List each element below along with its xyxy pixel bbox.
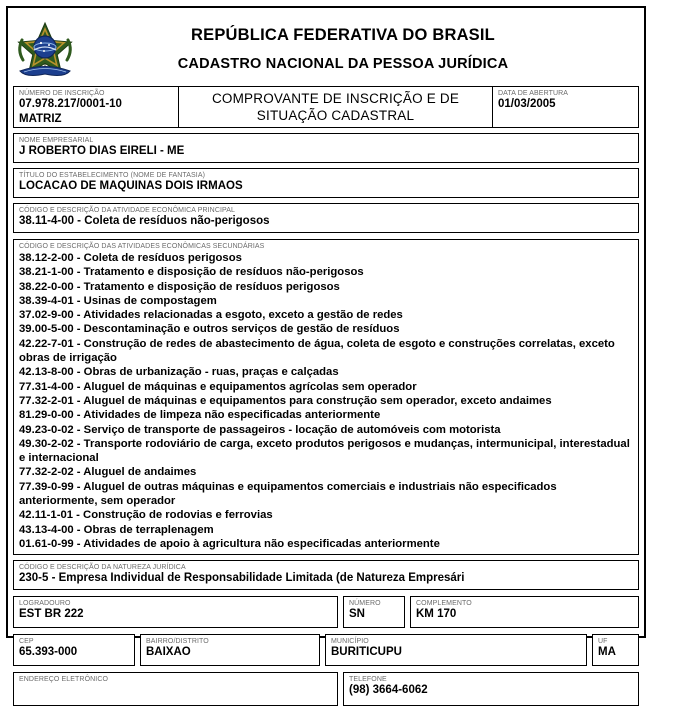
page-title: REPÚBLICA FEDERATIVA DO BRASIL <box>191 25 495 44</box>
field-label: NOME EMPRESARIAL <box>19 137 94 144</box>
atividade-secundaria-item: 01.61-0-99 - Atividades de apoio à agricultura não especificadas anteriormente <box>19 537 440 550</box>
field-value: MA <box>598 646 616 659</box>
comprovante-line-1: COMPROVANTE DE INSCRIÇÃO E DE <box>211 91 460 106</box>
field-cep <box>13 634 135 666</box>
atividade-secundaria-item: 77.32-2-01 - Aluguel de máquinas e equipamentos para construção sem operador, exceto andaimes <box>19 394 552 407</box>
atividade-secundaria-item: 38.22-0-00 - Tratamento e disposição de resíduos perigosos <box>19 280 340 293</box>
atividade-secundaria-item: 39.00-5-00 - Descontaminação e outros serviços de gestão de resíduos <box>19 323 400 336</box>
field-logradouro <box>13 596 338 628</box>
atividade-secundaria-item: 77.31-4-00 - Aluguel de máquinas e equipamentos agrícolas sem operador <box>19 380 417 393</box>
field-numero <box>343 596 405 628</box>
field-value: (98) 3664-6062 <box>349 684 428 697</box>
field-value: BAIXAO <box>146 646 191 659</box>
atividades-secundarias-list <box>14 251 638 554</box>
atividade-secundaria-item: 77.32-2-02 - Aluguel de andaimes <box>19 466 197 479</box>
contact-row <box>13 672 639 706</box>
field-value: J ROBERTO DIAS EIRELI - ME <box>19 145 185 157</box>
page-subtitle: CADASTRO NACIONAL DA PESSOA JURÍDICA <box>177 55 509 72</box>
atividade-secundaria-item: 42.13-8-00 - Obras de urbanização - ruas, praças e calçadas <box>19 366 339 379</box>
atividade-secundaria-item: 42.22-7-01 - Construção de redes de abastecimento de água, coleta de esgoto e construções correlatas, exceto obras de irrigação <box>19 337 615 365</box>
field-bairro-distrito <box>140 634 320 666</box>
identification-row <box>13 86 639 128</box>
field-label: CÓDIGO E DESCRIÇÃO DA NATUREZA JURÍDICA <box>19 564 186 572</box>
document-header <box>12 12 640 86</box>
atividade-secundaria-item: 38.12-2-00 - Coleta de resíduos perigosos <box>19 252 242 264</box>
field-label: TELEFONE <box>349 676 387 684</box>
atividade-secundaria-item: 38.21-1-00 - Tratamento e disposição de resíduos não-perigosos <box>19 266 364 279</box>
address-row-2 <box>13 634 639 666</box>
field-label: NÚMERO DE INSCRIÇÃO <box>19 90 105 97</box>
field-label: NÚMERO <box>349 600 381 608</box>
atividade-secundaria-item: 38.39-4-01 - Usinas de compostagem <box>19 294 217 307</box>
field-label: MUNICÍPIO <box>331 638 369 646</box>
field-endereco-eletronico <box>13 672 338 706</box>
brazilian-coat-of-arms-icon <box>14 14 76 84</box>
field-value: 01/03/2005 <box>498 98 556 110</box>
field-label: COMPLEMENTO <box>416 600 472 608</box>
field-value: LOCACAO DE MAQUINAS DOIS IRMAOS <box>19 180 243 192</box>
field-uf <box>592 634 639 666</box>
field-value: SN <box>349 608 365 621</box>
field-nome-empresarial <box>13 133 639 163</box>
field-comprovante-title <box>178 86 492 128</box>
field-municipio <box>325 634 587 666</box>
field-label: CEP <box>19 638 34 646</box>
field-label: TÍTULO DO ESTABELECIMENTO (NOME DE FANTASIA) <box>19 172 206 179</box>
comprovante-line-2: SITUAÇÃO CADASTRAL <box>256 108 415 123</box>
field-value-matriz: MATRIZ <box>19 113 62 125</box>
field-value <box>14 684 337 699</box>
atividade-secundaria-item: 49.30-2-02 - Transporte rodoviário de carga, exceto produtos perigosos e mudanças, intermunicipal, interestadual e internacional <box>19 437 630 465</box>
field-value: 230-5 - Empresa Individual de Responsabilidade Limitada (de Natureza Empresári <box>19 572 465 585</box>
field-telefone <box>343 672 639 706</box>
field-label: DATA DE ABERTURA <box>498 90 569 97</box>
field-value: KM 170 <box>416 608 457 621</box>
field-natureza-juridica <box>13 560 639 590</box>
atividade-secundaria-item: 77.39-0-99 - Aluguel de outras máquinas e equipamentos comerciais e industriais não especificados anteriormente, sem operador <box>19 480 557 508</box>
atividade-secundaria-item: 81.29-0-00 - Atividades de limpeza não especificadas anteriormente <box>19 409 381 422</box>
field-label: LOGRADOURO <box>19 600 71 608</box>
atividade-secundaria-item: 42.11-1-01 - Construção de rodovias e ferrovias <box>19 509 273 522</box>
field-label: UF <box>598 638 608 646</box>
field-titulo-estabelecimento <box>13 168 639 198</box>
document-frame <box>6 6 646 697</box>
field-label: ENDEREÇO ELETRÔNICO <box>19 676 109 684</box>
field-complemento <box>410 596 639 628</box>
field-label: BAIRRO/DISTRITO <box>146 638 209 646</box>
field-label: CÓDIGO E DESCRIÇÃO DAS ATIVIDADES ECONÔMICAS SECUNDÁRIAS <box>19 243 265 250</box>
field-data-abertura <box>492 86 639 128</box>
field-label: CÓDIGO E DESCRIÇÃO DA ATIVIDADE ECONÔMICA PRINCIPAL <box>19 207 236 214</box>
atividade-secundaria-item: 43.13-4-00 - Obras de terraplenagem <box>19 523 214 536</box>
field-value: BURITICUPU <box>331 646 402 659</box>
field-value: 07.978.217/0001-10 <box>19 98 122 110</box>
field-value: EST BR 222 <box>19 608 84 621</box>
field-atividade-principal <box>13 203 639 233</box>
address-row-1 <box>13 596 639 628</box>
atividade-secundaria-item: 49.23-0-02 - Serviço de transporte de passageiros - locação de automóveis com motorista <box>19 423 501 436</box>
field-value: 38.11-4-00 - Coleta de resíduos não-perigosos <box>19 215 270 227</box>
field-numero-inscricao <box>13 86 178 128</box>
field-atividades-secundarias <box>13 239 639 555</box>
field-value: 65.393-000 <box>19 646 78 659</box>
atividade-secundaria-item: 37.02-9-00 - Atividades relacionadas a esgoto, exceto a gestão de redes <box>19 309 403 322</box>
